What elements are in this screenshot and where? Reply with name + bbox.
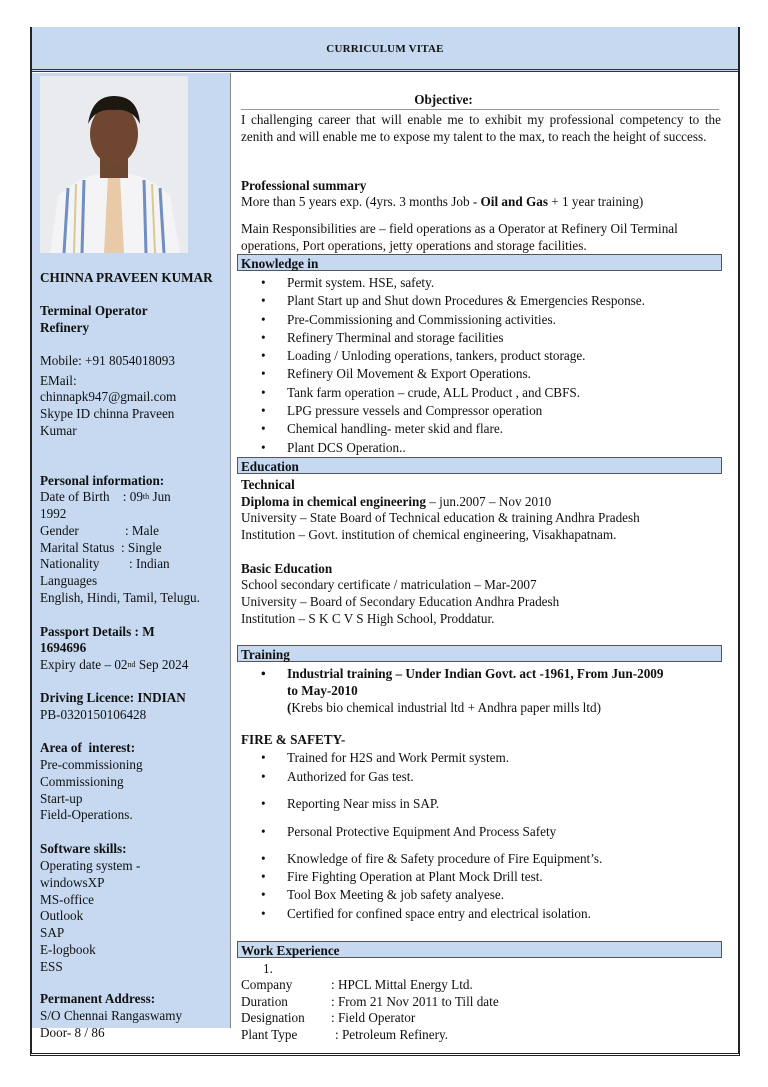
mobile-number: Mobile: +91 8054018093 <box>40 353 175 368</box>
training-period: to May-2010 <box>287 683 358 698</box>
list-item: • Tool Box Meeting & job safety analyese. <box>241 887 602 903</box>
work-field-value: : Field Operator <box>331 1010 416 1026</box>
languages: English, Hindi, Tamil, Telugu. <box>40 590 200 605</box>
list-item: • Knowledge of fire & Safety procedure of Fire Equipment’s. <box>241 851 602 867</box>
list-item: • Trained for H2S and Work Permit system. <box>241 750 602 766</box>
training-item: • Industrial training – Under Indian Govt. act -1961, From Jun-2009 <box>241 666 664 682</box>
passport-heading: Passport Details : M <box>40 624 155 639</box>
work-field-value: : HPCL Mittal Energy Ltd. <box>331 977 473 992</box>
education-section-header: Education <box>237 457 722 474</box>
interest-item: Commissioning <box>40 773 124 789</box>
dob-month: Jun <box>149 489 171 504</box>
fire-safety-heading: FIRE & SAFETY- <box>241 732 346 747</box>
skype-id-line2: Kumar <box>40 423 77 438</box>
summary-industry: Oil and Gas <box>480 194 548 209</box>
basic-institution: Institution – S K C V S High School, Proddatur. <box>241 611 495 626</box>
knowledge-section-header: Knowledge in <box>237 254 722 271</box>
list-item: • Refinery Oil Movement & Export Operations. <box>241 366 645 382</box>
basic-university: University – Board of Secondary Education Andhra Pradesh <box>241 594 560 609</box>
candidate-name: CHINNA PRAVEEN KUMAR <box>40 270 213 285</box>
list-item: • Personal Protective Equipment And Process Safety <box>241 824 602 840</box>
responsibilities-text: Main Responsibilities are – field operations as a Operator at Refinery Oil Terminal operations, Port operations, jetty operations and storage facilities. <box>241 221 678 253</box>
work-field-label: Designation <box>241 1010 305 1026</box>
dob-label: Date of Birth : 09 <box>40 489 143 504</box>
interest-item: Field-Operations. <box>40 807 133 823</box>
technical-institution: Institution – Govt. institution of chemical engineering, Visakhapatnam. <box>241 527 617 542</box>
work-field-value: : Petroleum Refinery. <box>335 1027 449 1043</box>
passport-number: 1694696 <box>40 640 87 655</box>
diploma-title: Diploma in chemical engineering <box>241 494 426 509</box>
work-section-header: Work Experience <box>237 941 722 958</box>
personal-info-heading: Personal information: <box>40 473 165 488</box>
software-item: Outlook <box>40 908 84 924</box>
job-title: Terminal Operator <box>40 303 148 318</box>
list-item: • LPG pressure vessels and Compressor operation <box>241 403 645 419</box>
list-item: • Permit system. HSE, safety. <box>241 275 645 291</box>
address-line: S/O Chennai Rangaswamy <box>40 1008 183 1023</box>
work-field-value: : From 21 Nov 2011 to Till date <box>331 993 499 1009</box>
gender: Gender : Male <box>40 523 160 538</box>
work-field-label: Company <box>241 977 293 992</box>
list-item: • Tank farm operation – crude, ALL Product , and CBFS. <box>241 385 645 401</box>
summary-pre: More than 5 years exp. (4yrs. 3 months Job - <box>241 194 481 209</box>
expiry-date: Sep 2024 <box>135 657 189 672</box>
expiry-label: Expiry date – 02 <box>40 657 128 672</box>
software-item: SAP <box>40 925 65 940</box>
dob-suffix: th <box>142 492 150 501</box>
training-companies: Krebs bio chemical industrial ltd + Andhra paper mills ltd) <box>291 700 601 715</box>
technical-heading: Technical <box>241 477 295 492</box>
list-item: • Pre-Commissioning and Commissioning activities. <box>241 312 645 328</box>
email-label: EMail: <box>40 373 77 388</box>
dob-year: 1992 <box>40 506 67 521</box>
diploma-dates: – jun.2007 – Nov 2010 <box>425 494 552 509</box>
training-list <box>241 666 664 682</box>
summary-post: + 1 year training) <box>547 194 644 209</box>
marital-status: Marital Status : Single <box>40 540 162 555</box>
driving-licence-number: PB-0320150106428 <box>40 707 147 722</box>
list-item: • Plant DCS Operation.. <box>241 440 645 456</box>
address-heading: Permanent Address: <box>40 991 156 1006</box>
software-list <box>40 858 140 975</box>
list-item: • Plant Start up and Shut down Procedures & Emergencies Response. <box>241 293 645 309</box>
address-lines <box>40 1008 182 1042</box>
summary-text <box>241 194 721 211</box>
training-detail <box>287 700 767 717</box>
work-field-label: Duration <box>241 993 288 1009</box>
address-line: Door- 8 / 86 <box>40 1024 105 1040</box>
email-address[interactable]: chinnapk947@gmail.com <box>40 389 177 404</box>
objective-heading: Objective: <box>414 92 473 107</box>
date-of-birth <box>40 489 171 506</box>
job-title-line2: Refinery <box>40 320 90 335</box>
list-item: • Refinery Therminal and storage facilities <box>241 330 645 346</box>
objective-text: I challenging career that will enable me to exhibit my professional competency to the zenith and will enable me to expose my talent to the max, to reach the height of success. <box>241 112 721 144</box>
software-heading: Software skills: <box>40 841 127 856</box>
training-section-header: Training <box>237 645 722 662</box>
diploma <box>241 494 721 511</box>
header-band <box>32 27 738 72</box>
interest-item: Start-up <box>40 790 83 806</box>
list-item: • Chemical handling- meter skid and flare. <box>241 421 645 437</box>
software-item: Operating system - <box>40 858 141 873</box>
work-index: 1. <box>263 961 273 976</box>
knowledge-list <box>241 275 645 458</box>
list-item: • Reporting Near miss in SAP. <box>241 796 602 812</box>
basic-education-heading: Basic Education <box>241 561 333 576</box>
list-item: • Authorized for Gas test. <box>241 769 602 785</box>
summary-heading: Professional summary <box>241 178 367 193</box>
work-field-label: Plant Type <box>241 1027 298 1043</box>
software-item: windowsXP <box>40 874 105 890</box>
objective-divider <box>241 109 719 110</box>
fire-safety-list <box>241 750 602 924</box>
list-item: • Certified for confined space entry and electrical isolation. <box>241 906 602 922</box>
expiry-suffix: nd <box>127 660 136 669</box>
training-paren: ( <box>287 700 292 715</box>
list-item: • Fire Fighting Operation at Plant Mock Drill test. <box>241 869 602 885</box>
basic-certificate: School secondary certificate / matriculation – Mar-2007 <box>241 577 537 592</box>
skype-id: Skype ID chinna Praveen <box>40 406 175 421</box>
software-item: MS-office <box>40 891 94 907</box>
driving-licence-heading: Driving Licence: INDIAN <box>40 690 186 705</box>
languages-label: Languages <box>40 573 98 588</box>
software-item: ESS <box>40 958 63 974</box>
profile-photo <box>40 76 188 253</box>
nationality: Nationality : Indian <box>40 556 170 571</box>
software-item: E-logbook <box>40 941 96 957</box>
interest-heading: Area of interest: <box>40 740 136 755</box>
passport-expiry <box>40 657 188 674</box>
interest-item: Pre-commissioning <box>40 757 143 772</box>
interest-list <box>40 757 143 824</box>
document-title: CURRICULUM VITAE <box>326 43 444 55</box>
technical-university: University – State Board of Technical education & training Andhra Pradesh <box>241 510 640 525</box>
list-item: • Loading / Unloding operations, tankers, product storage. <box>241 348 645 364</box>
